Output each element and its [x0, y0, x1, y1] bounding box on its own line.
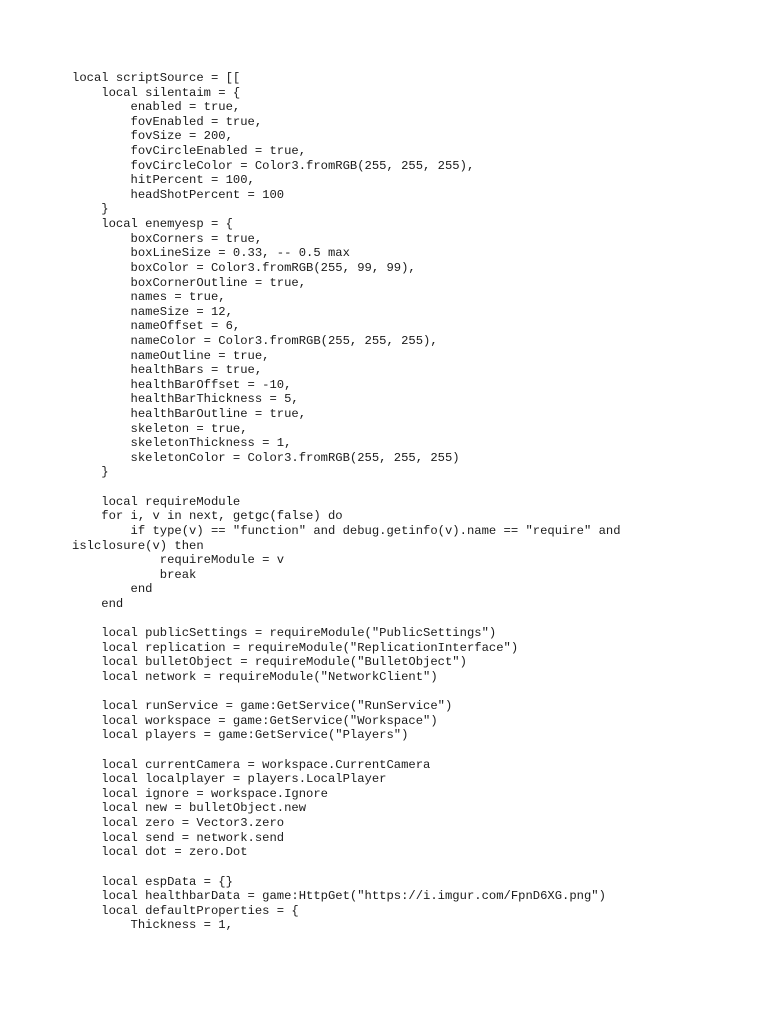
code-line: boxColor = Color3.fromRGB(255, 99, 99), — [72, 260, 416, 275]
code-line: local healthbarData = game:HttpGet("https://i.imgur.com/FpnD6XG.png") — [72, 889, 606, 904]
code-line: local network = requireModule("NetworkClient") — [72, 669, 438, 684]
code-line: fovSize = 200, — [72, 129, 233, 144]
code-line: skeleton = true, — [72, 421, 248, 436]
code-line: local espData = {} — [72, 874, 233, 889]
code-line: } — [72, 465, 109, 480]
code-line: boxCornerOutline = true, — [72, 275, 307, 290]
code-line: fovCircleColor = Color3.fromRGB(255, 255, 255), — [72, 158, 475, 173]
code-line: boxCorners = true, — [72, 231, 263, 246]
code-line: nameColor = Color3.fromRGB(255, 255, 255), — [72, 333, 438, 348]
code-line: local requireModule — [72, 494, 241, 509]
code-line: local defaultProperties = { — [72, 903, 299, 918]
code-line: Thickness = 1, — [72, 918, 233, 933]
code-line: hitPercent = 100, — [72, 173, 255, 188]
code-line: break — [72, 567, 197, 582]
code-line: local new = bulletObject.new — [72, 801, 307, 816]
code-line: local players = game:GetService("Players") — [72, 728, 409, 743]
code-line: local scriptSource = [[ — [72, 71, 241, 85]
code-line — [72, 480, 621, 495]
code-line: local runService = game:GetService("RunService") — [72, 699, 453, 714]
code-line: end — [72, 596, 124, 611]
code-line — [72, 860, 621, 875]
code-line: nameOutline = true, — [72, 348, 270, 363]
code-line: headShotPercent = 100 — [72, 187, 285, 202]
code-line: islclosure(v) then — [72, 538, 204, 553]
code-line: local ignore = workspace.Ignore — [72, 786, 328, 801]
code-line: local zero = Vector3.zero — [72, 816, 285, 831]
code-line: boxLineSize = 0.33, -- 0.5 max — [72, 246, 350, 261]
code-line: local workspace = game:GetService("Workspace") — [72, 713, 438, 728]
code-line: for i, v in next, getgc(false) do — [72, 509, 343, 524]
code-line: healthBarThickness = 5, — [72, 392, 299, 407]
code-line: nameOffset = 6, — [72, 319, 241, 334]
code-line: local localplayer = players.LocalPlayer — [72, 772, 387, 787]
code-line: if type(v) == "function" and debug.getinfo(v).name == "require" and — [72, 523, 621, 538]
code-line: requireModule = v — [72, 553, 285, 568]
code-line: skeletonThickness = 1, — [72, 436, 292, 451]
code-line: } — [72, 202, 109, 217]
code-line — [72, 743, 621, 758]
code-line: fovCircleEnabled = true, — [72, 144, 307, 159]
code-line — [72, 612, 621, 627]
code-line: end — [72, 582, 153, 597]
code-line: local silentaim = { — [72, 85, 241, 100]
code-line: enabled = true, — [72, 100, 241, 115]
code-line: nameSize = 12, — [72, 304, 233, 319]
code-line: local enemyesp = { — [72, 217, 233, 232]
code-line: healthBarOutline = true, — [72, 407, 307, 422]
code-line: names = true, — [72, 290, 226, 305]
code-line — [72, 685, 621, 700]
code-line: local replication = requireModule("ReplicationInterface") — [72, 640, 519, 655]
code-line: healthBarOffset = -10, — [72, 377, 292, 392]
code-line: local dot = zero.Dot — [72, 845, 248, 860]
code-block — [72, 71, 621, 933]
code-line: fovEnabled = true, — [72, 114, 263, 129]
code-line: healthBars = true, — [72, 363, 263, 378]
code-line: local bulletObject = requireModule("BulletObject") — [72, 655, 467, 670]
code-line: skeletonColor = Color3.fromRGB(255, 255, 255) — [72, 450, 460, 465]
code-line: local send = network.send — [72, 830, 285, 845]
code-line: local currentCamera = workspace.CurrentCamera — [72, 757, 431, 772]
code-line: local publicSettings = requireModule("PublicSettings") — [72, 626, 497, 641]
